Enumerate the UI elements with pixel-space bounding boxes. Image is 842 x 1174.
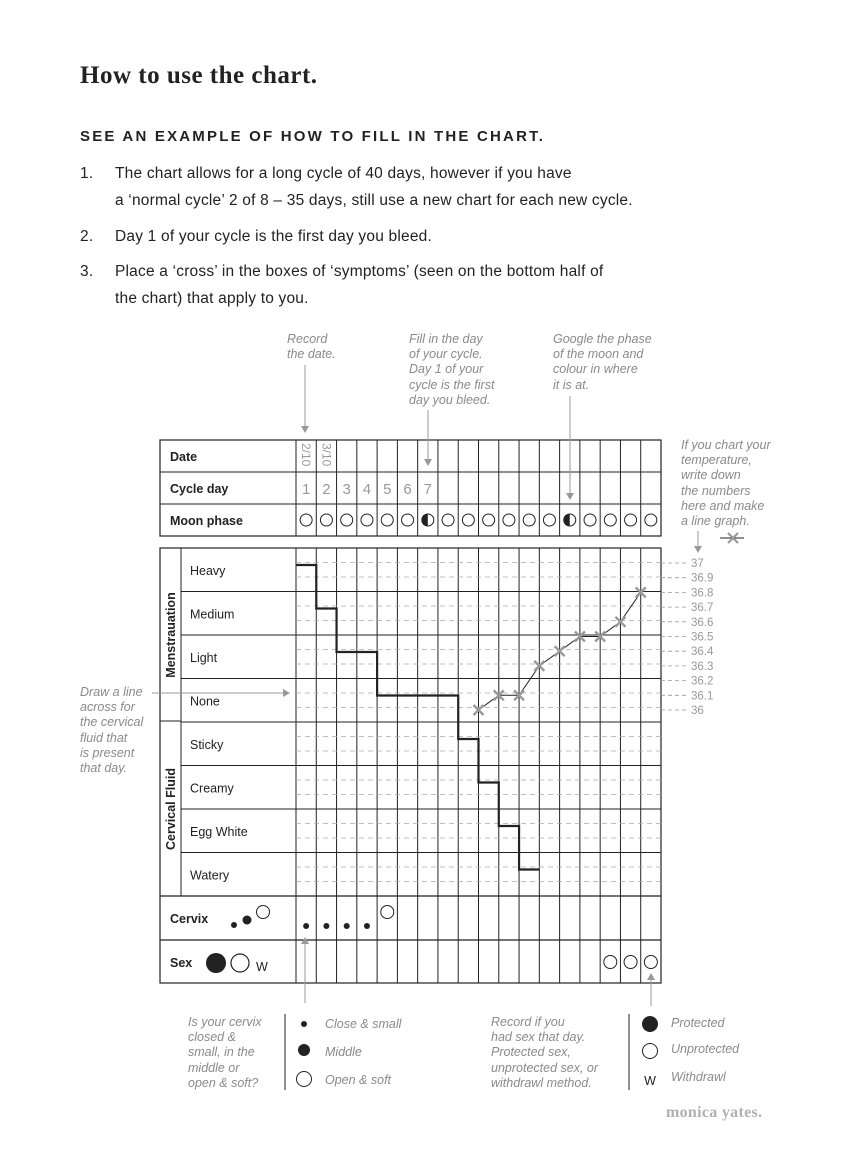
moon-circle bbox=[341, 514, 353, 526]
legend-sex-unprotected-circle bbox=[643, 1044, 658, 1059]
note-temperature: If you chart your temperature, write down the numbers here and make a line graph. bbox=[681, 438, 771, 529]
cycle-day-value: 6 bbox=[403, 481, 412, 498]
section-subtitle: SEE AN EXAMPLE OF HOW TO FILL IN THE CHART. bbox=[80, 128, 546, 145]
moon-circle bbox=[320, 514, 332, 526]
moon-circle bbox=[523, 514, 535, 526]
cycle-day-value: 4 bbox=[362, 481, 372, 498]
cycle-day-value: 1 bbox=[301, 481, 311, 498]
cycle-day-value: 2 bbox=[322, 481, 331, 498]
legend-cervix-middle-dot bbox=[298, 1044, 310, 1056]
instruction-line: a ‘normal cycle’ 2 of 8 – 35 days, still use a new chart for each new cycle. bbox=[115, 192, 633, 209]
fluid-row-label: None bbox=[190, 694, 220, 709]
fluid-row-label: Egg White bbox=[190, 824, 248, 839]
instruction-line: The chart allows for a long cycle of 40 days, however if you have bbox=[115, 165, 572, 182]
note-moon-phase: Google the phase of the moon and colour in where it is at. bbox=[553, 332, 652, 392]
cervix-icon-middle bbox=[243, 916, 252, 925]
temperature-scale-label: 36.7 bbox=[691, 602, 714, 615]
fluid-row-label: Heavy bbox=[190, 563, 226, 578]
sex-mark-unprotected bbox=[624, 956, 637, 969]
sex-mark-unprotected bbox=[604, 956, 617, 969]
sex-icon-protected bbox=[206, 953, 226, 973]
cycle-day-row-label: Cycle day bbox=[170, 482, 229, 496]
cervix-row-label: Cervix bbox=[170, 912, 209, 926]
instruction-number: 3. bbox=[80, 263, 94, 280]
legend-sex-unprotected: Unprotected bbox=[671, 1042, 740, 1056]
moon-circle bbox=[503, 514, 515, 526]
arrow-cycle-day-head bbox=[424, 459, 432, 466]
temperature-scale-label: 36.6 bbox=[691, 616, 714, 629]
legend-sex-withdrawl-symbol: W bbox=[644, 1074, 656, 1088]
legend-sex-protected: Protected bbox=[671, 1016, 725, 1030]
arrow-moon-phase-head bbox=[566, 493, 574, 500]
cervix-mark-open bbox=[381, 906, 394, 919]
sex-mark-unprotected bbox=[644, 956, 657, 969]
temperature-scale-label: 37 bbox=[691, 558, 704, 570]
note-record-date: Record the date. bbox=[287, 332, 336, 362]
arrow-cervical-line-head bbox=[283, 689, 290, 697]
temperature-scale-label: 36.2 bbox=[691, 675, 714, 688]
cervix-mark-small bbox=[323, 923, 329, 929]
cervix-mark-small bbox=[344, 923, 350, 929]
cervix-icon-open bbox=[257, 906, 270, 919]
cervix-mark-small bbox=[303, 923, 309, 929]
note-cervical-line: Draw a line across for the cervical fluid that is present that day. bbox=[80, 685, 144, 776]
instruction-line: Place a ‘cross’ in the boxes of ‘symptoms’ (seen on the bottom half of bbox=[115, 263, 604, 280]
moon-circle bbox=[442, 514, 454, 526]
cycle-day-value: 5 bbox=[383, 481, 392, 498]
sex-icon-unprotected bbox=[231, 954, 249, 972]
cervix-mark-small bbox=[364, 923, 370, 929]
moon-circle bbox=[300, 514, 312, 526]
legend-sex-withdrawl: Withdrawl bbox=[671, 1070, 726, 1084]
moon-circle bbox=[483, 514, 495, 526]
sex-row-label: Sex bbox=[170, 956, 193, 970]
legend-sex-protected-dot bbox=[642, 1016, 658, 1032]
cervical-fluid-label: Cervical Fluid bbox=[164, 768, 178, 850]
temperature-scale-label: 36.8 bbox=[691, 587, 714, 600]
moon-circle bbox=[462, 514, 474, 526]
legend-cervix-open-circle bbox=[297, 1072, 312, 1087]
temperature-scale-label: 36.9 bbox=[691, 572, 714, 585]
note-sex-question: Record if you had sex that day. Protected sex, unprotected sex, or withdrawl method. bbox=[491, 1015, 599, 1090]
arrow-record-date-head bbox=[301, 426, 309, 433]
date-row-label: Date bbox=[170, 450, 198, 464]
moon-half-fill bbox=[422, 514, 428, 526]
moon-circle bbox=[645, 514, 657, 526]
brand-logo: monica yates. bbox=[666, 1104, 763, 1121]
fluid-row-label: Creamy bbox=[190, 781, 234, 796]
instruction-number: 1. bbox=[80, 165, 94, 182]
moon-circle bbox=[381, 514, 393, 526]
legend-cervix-open: Open & soft bbox=[325, 1073, 392, 1087]
moon-circle bbox=[361, 514, 373, 526]
cycle-day-value: 7 bbox=[423, 481, 432, 498]
fluid-row-label: Light bbox=[190, 650, 218, 665]
moon-circle bbox=[604, 514, 616, 526]
temperature-scale-label: 36.5 bbox=[691, 631, 714, 644]
arrow-temperature-head bbox=[694, 546, 702, 553]
instruction-line: Day 1 of your cycle is the first day you bleed. bbox=[115, 228, 432, 245]
temperature-scale-label: 36.4 bbox=[691, 646, 714, 659]
moon-circle bbox=[543, 514, 555, 526]
fluid-row-label: Watery bbox=[190, 868, 230, 883]
fluid-row-label: Sticky bbox=[190, 737, 224, 752]
temperature-scale-label: 36.1 bbox=[691, 690, 714, 703]
legend-cervix-close: Close & small bbox=[325, 1017, 402, 1031]
menstruation-label: Menstrauation bbox=[164, 592, 178, 678]
moon-phase-row-label: Moon phase bbox=[170, 514, 243, 528]
cervix-icon-small bbox=[231, 922, 237, 928]
date-value: 3/10 bbox=[319, 443, 334, 467]
note-fill-cycle-day: Fill in the day of your cycle. Day 1 of your cycle is the first day you bleed. bbox=[409, 332, 495, 407]
instruction-line: the chart) that apply to you. bbox=[115, 290, 309, 307]
moon-half-fill bbox=[564, 514, 570, 526]
instruction-number: 2. bbox=[80, 228, 94, 245]
sex-icon-withdrawl: W bbox=[256, 960, 268, 974]
moon-circle bbox=[625, 514, 637, 526]
cycle-day-value: 3 bbox=[342, 481, 351, 498]
arrow-sex-up-head bbox=[647, 973, 655, 980]
legend-cervix-small-dot bbox=[301, 1021, 307, 1027]
page-title: How to use the chart. bbox=[80, 62, 318, 89]
moon-circle bbox=[584, 514, 596, 526]
moon-circle bbox=[402, 514, 414, 526]
note-cervix-question: Is your cervix closed & small, in the middle or open & soft? bbox=[188, 1015, 262, 1090]
legend-cervix-middle: Middle bbox=[325, 1045, 362, 1059]
temperature-scale-label: 36 bbox=[691, 705, 704, 717]
date-value: 2/10 bbox=[299, 443, 314, 467]
fluid-row-label: Medium bbox=[190, 607, 235, 622]
temperature-scale-label: 36.3 bbox=[691, 660, 714, 673]
